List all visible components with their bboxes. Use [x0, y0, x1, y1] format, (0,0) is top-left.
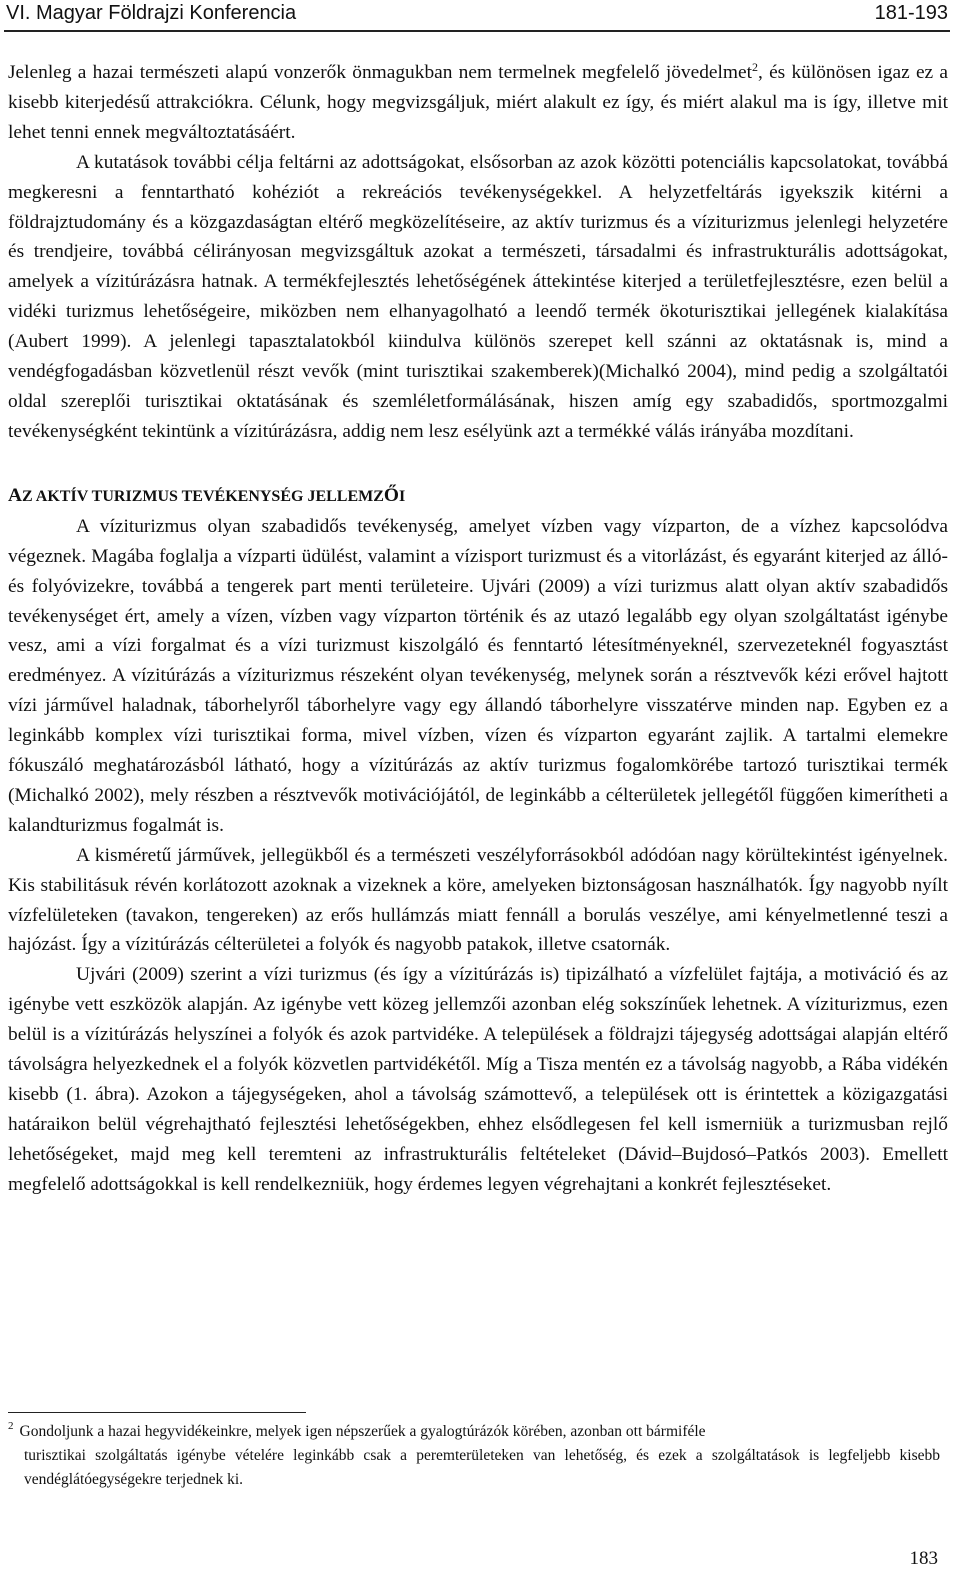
paragraph-typology: Ujvári (2009) szerint a vízi turizmus (és így a vízitúrázás is) tipizálható a vízfelület fajtája, a motiváció és az igénybe vett eszközök alapján. Az igénybe vett közeg jellemzői azonban elég sokszínűek lehetnek. A víziturizmus, ezen belül is a vízitúrázás helyszínei a folyók és azok partvidéke. A települések a földrajzi tájegység adottságai alapján eltérő távolságra helyezkednek el a folyók közvetlen partvidékétől. Míg a Tisza mentén ez a távolság nagyobb, a Rába vidékén kisebb (1. ábra). Azokon a tájegységeken, ahol a távolság számottevő, a települések ott is érintettek a közigazgatási határaikon belül végrehajtható fejlesztési lehetőségekben, ehhez elsődlegesen fel kell ismerniük a turizmusban rejlő lehetőségeket, majd meg kell teremteni az infrastrukturális feltételeket (Dávid–Bujdosó–Patkós 2003). Emellett megfelelő adottságokkal is kell rendelkezniük, hogy érdemes legyen végrehajtani a konkrét fejlesztéseket. — [8, 964, 948, 1195]
footnote-text-first: Gondoljunk a hazai hegyvidékeinkre, melyek igen népszerűek a gyalogtúrázók körében, azonban ott bármiféle — [19, 1423, 706, 1440]
footnote-reference[interactable]: 2 — [751, 60, 758, 74]
page-number: 183 — [909, 1548, 938, 1569]
paragraph-small-vessels: A kisméretű járművek, jellegükből és a természeti veszélyforrásokból adódóan nagy körültekintést igényelnek. Kis stabilitásuk révén korlátozott azoknak a vizeknek a köre, amelyeken biztonságosan használhatók. Így nagyobb nyílt vízfelületeken (tavakon, tengereken) az erős hullámzás miatt fennáll a borulás veszélye, ami kényelmetlenné teszi a hajózást. Így a vízitúrázás célterületei a folyók és nagyobb patakok, illetve csatornák. — [8, 844, 948, 956]
page-range: 181-193 — [874, 2, 948, 24]
paragraph-intro-text: Jelenleg a hazai természeti alapú vonzerők önmagukban nem termelnek megfelelő jövedelmet — [8, 62, 752, 83]
section-heading-text-end: I — [399, 487, 406, 505]
section-heading-cap: A — [8, 484, 23, 506]
footnote-number: 2 — [8, 1420, 14, 1432]
section-heading — [8, 481, 948, 512]
conference-title: VI. Magyar Földrajzi Konferencia — [6, 2, 297, 24]
section-heading-cap2: Ő — [383, 484, 399, 506]
footnote-separator — [8, 1412, 306, 1413]
footnote — [8, 1420, 940, 1491]
paragraph-intro — [8, 58, 948, 148]
article-body — [8, 58, 948, 1200]
section-heading-text: Z AKTÍV TURIZMUS TEVÉKENYSÉG JELLEMZ — [22, 487, 384, 505]
running-header — [4, 0, 950, 32]
footnote-text-rest: turisztikai szolgáltatás igénybe vételére leginkább csak a peremterületeken van lehetőség, és ezek a szolgáltatások is legfeljebb kisebb vendéglátóegységekre terjednek ki. — [24, 1446, 940, 1488]
paragraph-research-goals: A kutatások további célja feltárni az adottságokat, elsősorban az azok közötti potenciális kapcsolatokat, továbbá megkeresni a fenntartható kohéziót a rekreációs tevékenységekkel. A helyzetfeltárás igyekszik kitérni a földrajztudomány és a közgazdaságtan eltérő megközelítéseire, az aktív turizmus és a víziturizmus jelenlegi helyzetére és trendjeire, továbbá célirányosan megvizsgáltuk azokat a természeti, társadalmi és infrastrukturális adottságokat, amelyek a vízitúrázásra hatnak. A termékfejlesztés lehetőségének áttekintése kiterjed a területfejlesztésre, ezen belül a vidéki turizmus lehetőségeire, miközben nem elhanyagolható a leendő termék ökoturisztikai jellegének kialakítása (Aubert 1999). A jelenlegi tapasztalatokból kiindulva különös szerepet kell szánni az oktatásnak is, mind a vendégfogadásban közvetlenül részt vevők (mint turisztikai szakemberek)(Michalkó 2004), mind pedig a szolgáltatói oldal szereplői turisztikai oktatásának és szemléletformálásának, hiszen amíg egy szabadidős, sportmozgalmi tevékenységként tekintünk a vízitúrázásra, addig nem lesz esélyünk azt a termékké válás irányába mozdítani. — [8, 151, 948, 442]
footnote-first-line — [8, 1420, 940, 1444]
paragraph-intro-text-cont: , és különösen igaz ez a kisebb kiterjedésű attrakciókra. Célunk, hogy megvizsgáljuk, miért alakult ez így, és miért alakul ma is így, illetve mit lehet tenni ennek megváltoztatásáért. — [8, 62, 948, 143]
paragraph-water-tourism-definition: A víziturizmus olyan szabadidős tevékenység, amelyet vízben vagy vízparton, de a vízhez kapcsolódva végeznek. Magába foglalja a vízparti üdülést, valamint a vízisport turizmust és a vitorlázást, és egyaránt kiterjed az álló- és folyóvizekre, továbbá a tengerek part menti területeire. Ujvári (2009) a vízi turizmus alatt olyan aktív szabadidős tevékenységet ért, amely a vízen, vízben vagy vízparton történik és az utazó legalább egy olyan szolgáltatást igénybe vesz, ami a vízi forgalmat és a vízi turizmust kiszolgáló és fenntartó létesítményeknél, szervezeteknél fogyasztást eredményez. A vízitúrázás a víziturizmus részeként olyan tevékenység, melynek során a résztvevők kézi erővel hajtott vízi járművel haladnak, táborhelyről táborhelyre vagy egy állandó táborhelyre visszatérve minden nap. Egyben ez a leginkább komplex vízi turisztikai forma, mivel vízben, vízen és vízparton egyaránt zajlik. A tartalmi elemekre fókuszáló meghatározásból látható, hogy a vízitúrázás az aktív turizmus fogalomkörébe tartozó turisztikai termék (Michalkó 2002), mely részben a résztvevők motivációjától, de leginkább a célterületek jellegétől függően kimerítheti a kalandturizmus fogalmát is. — [8, 515, 948, 836]
